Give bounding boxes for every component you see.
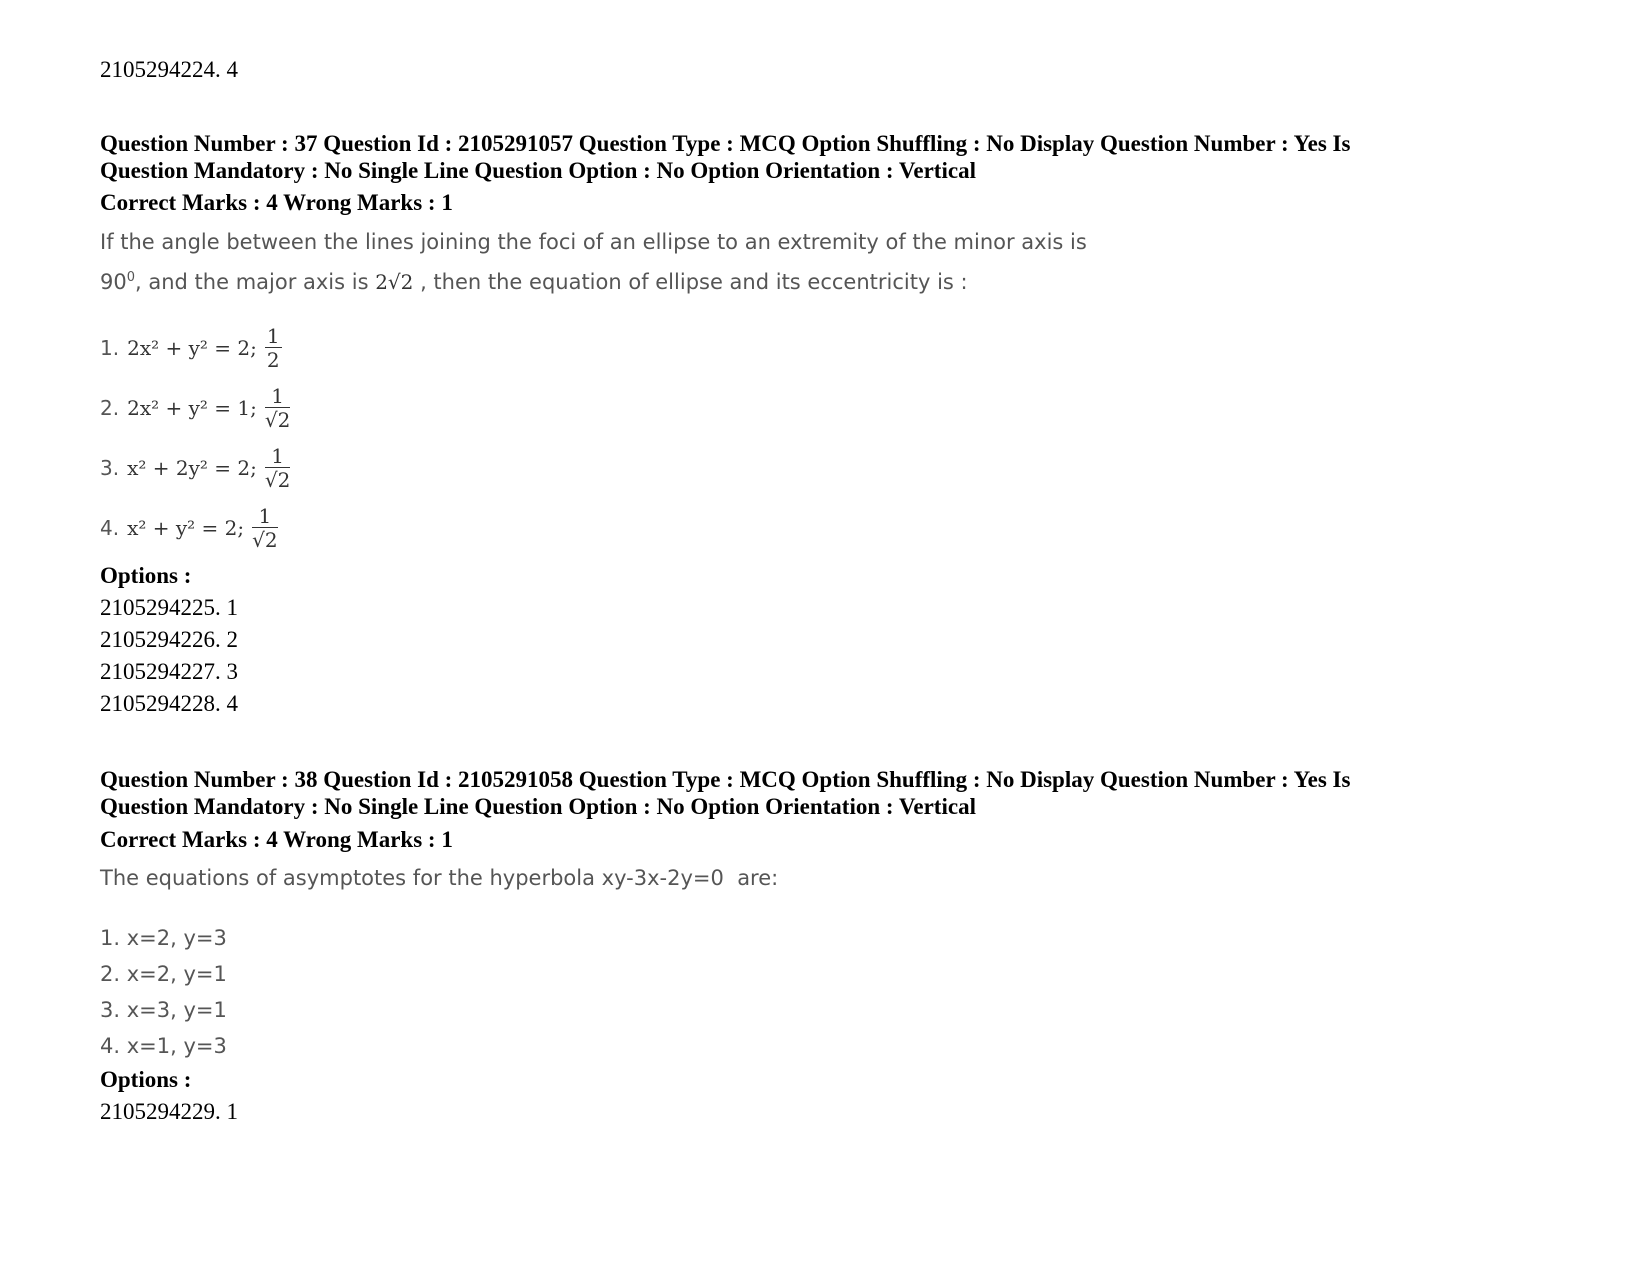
fraction-denominator: √2 — [264, 407, 291, 432]
question-header-line-1: Question Number : 37 Question Id : 2105291057 Question Type : MCQ Option Shuffling : No Display Question Number : Yes Is — [100, 131, 1351, 156]
question-text-line-1: If the angle between the lines joining the foci of an ellipse to an extremity of the minor axis is — [100, 230, 1087, 254]
eccentricity-fraction — [265, 325, 282, 372]
fraction-numerator: 1 — [252, 505, 277, 528]
options-label: Options : — [100, 563, 192, 588]
fraction-denominator: √2 — [252, 527, 278, 552]
fraction-numerator: 1 — [266, 323, 280, 348]
question-header-line-1: Question Number : 38 Question Id : 2105291058 Question Type : MCQ Option Shuffling : No Display Question Number : Yes Is — [100, 767, 1351, 792]
question-37-text — [100, 224, 1087, 300]
option-line: 2105294228. 4 — [100, 691, 238, 716]
choice-number: 3. — [100, 456, 120, 480]
previous-option-line: 2105294224. 4 — [100, 57, 238, 82]
question-37-options — [100, 560, 238, 720]
options-label: Options : — [100, 1067, 192, 1092]
choice-equation: 2x² + y² = 2; — [127, 336, 257, 360]
degree-superscript: 0 — [126, 270, 136, 285]
question-38-choices — [100, 920, 227, 1064]
choice-item: 2. x=2, y=1 — [100, 962, 227, 986]
question-38-text: The equations of asymptotes for the hyperbola xy-3x-2y=0 are: — [100, 866, 779, 890]
eccentricity-fraction — [265, 445, 290, 492]
question-header-line-2: Question Mandatory : No Single Line Question Option : No Option Orientation : Vertical — [100, 158, 976, 183]
option-line: 2105294225. 1 — [100, 595, 238, 620]
choice-item — [100, 498, 290, 558]
fraction-denominator: 2 — [266, 347, 280, 372]
question-text-line-2 — [100, 260, 1087, 300]
fraction-numerator: 1 — [265, 385, 290, 408]
angle-value: 90 — [100, 270, 127, 294]
question-38-options — [100, 1064, 238, 1128]
choice-equation: x² + y² = 2; — [127, 516, 245, 540]
text-fragment: , and the major axis is — [135, 270, 376, 294]
question-header-line-2: Question Mandatory : No Single Line Question Option : No Option Orientation : Vertical — [100, 794, 976, 819]
choice-item — [100, 318, 290, 378]
choice-equation: x² + 2y² = 2; — [127, 456, 257, 480]
fraction-denominator: √2 — [264, 467, 291, 492]
option-line: 2105294229. 1 — [100, 1099, 238, 1124]
major-axis-value: 2√2 — [375, 270, 414, 294]
choice-number: 2. — [100, 396, 120, 420]
text-fragment: , then the equation of ellipse and its eccentricity is : — [413, 270, 968, 294]
option-line: 2105294227. 3 — [100, 659, 238, 684]
question-37-marks: Correct Marks : 4 Wrong Marks : 1 — [100, 190, 453, 215]
question-38-marks: Correct Marks : 4 Wrong Marks : 1 — [100, 827, 453, 852]
choice-number: 4. — [100, 516, 120, 540]
choice-item: 1. x=2, y=3 — [100, 926, 227, 950]
choice-item: 4. x=1, y=3 — [100, 1034, 227, 1058]
question-37-choices — [100, 318, 290, 558]
choice-item — [100, 438, 290, 498]
option-line: 2105294226. 2 — [100, 627, 238, 652]
question-37 — [100, 130, 1350, 184]
choice-item — [100, 378, 290, 438]
choice-equation: 2x² + y² = 1; — [127, 396, 257, 420]
choice-item: 3. x=3, y=1 — [100, 998, 227, 1022]
question-38 — [100, 766, 1350, 820]
eccentricity-fraction — [252, 505, 277, 552]
choice-number: 1. — [100, 336, 120, 360]
fraction-numerator: 1 — [265, 445, 290, 468]
eccentricity-fraction — [265, 385, 290, 432]
